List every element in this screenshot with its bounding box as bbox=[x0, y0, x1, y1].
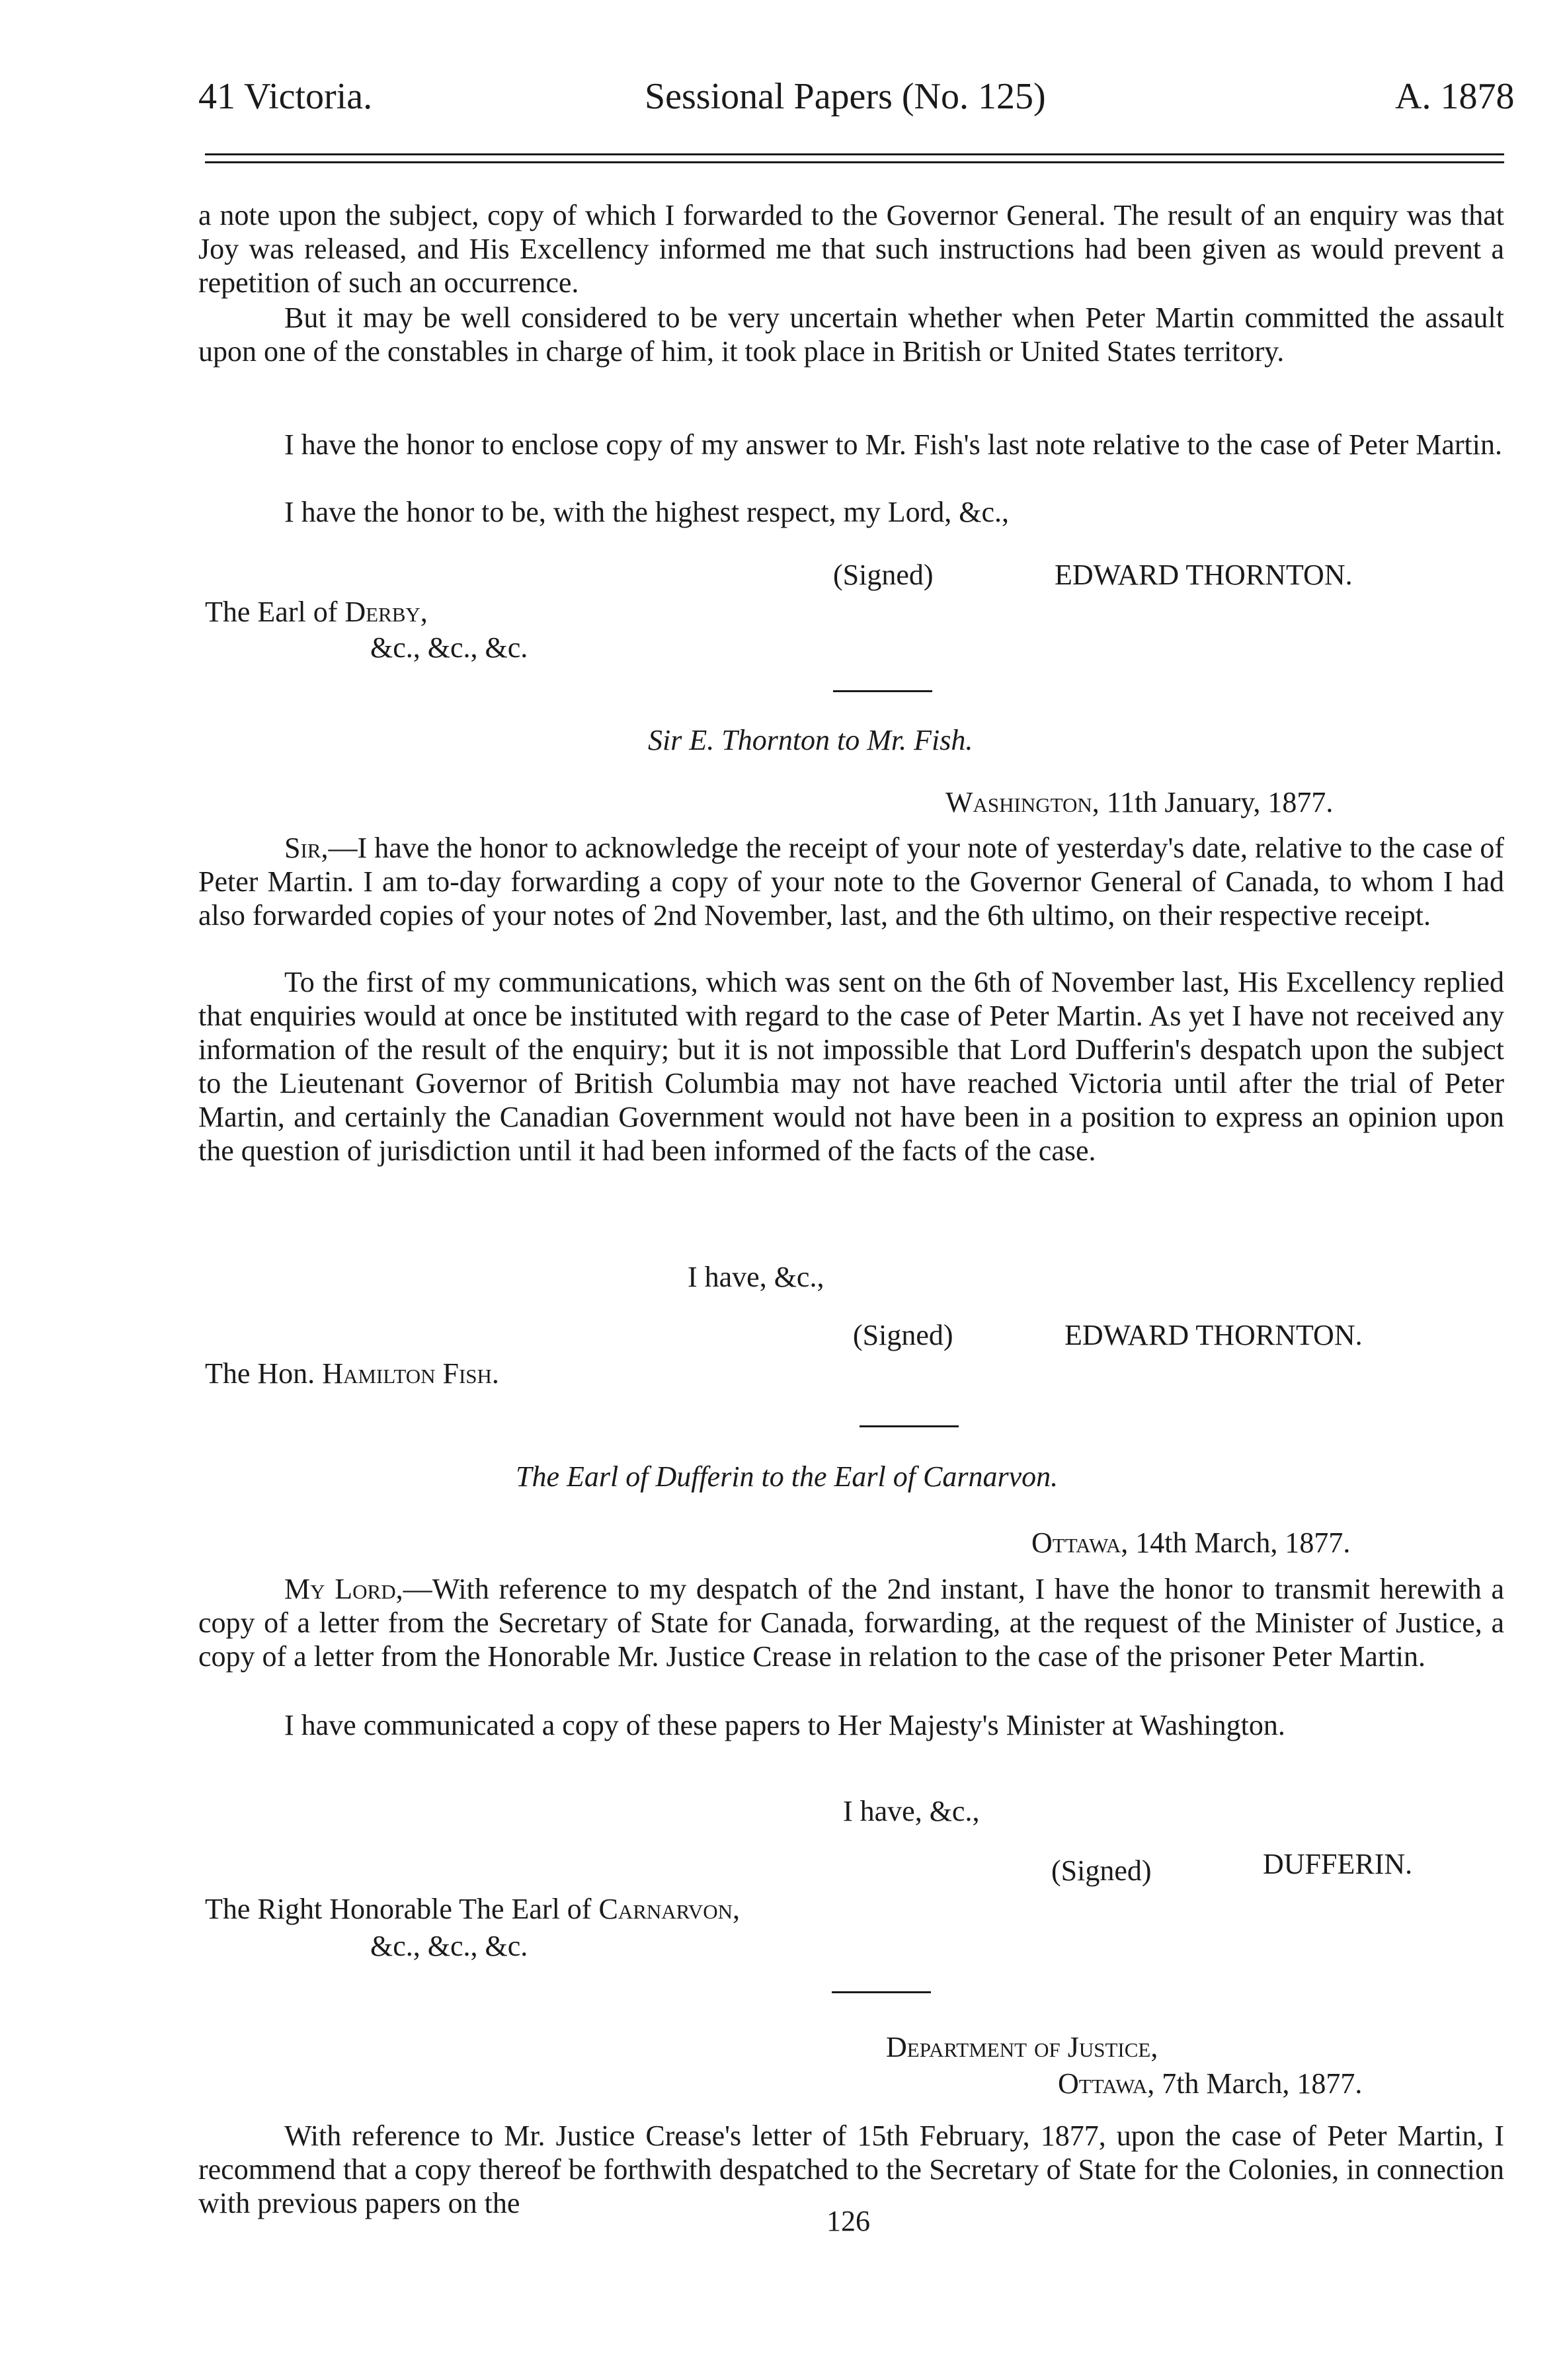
letter3-etc: &c., &c., &c. bbox=[370, 1930, 528, 1962]
letter3-title: The Earl of Dufferin to the Earl of Carnarvon. bbox=[516, 1460, 1059, 1493]
letter4-date: 7th March, 1877. bbox=[1162, 2067, 1363, 2100]
letter3-dateline bbox=[1031, 1528, 1350, 1558]
header-session: 41 Victoria. bbox=[198, 76, 373, 117]
letter2-paragraph-1 bbox=[198, 831, 1504, 932]
letter1-addressee-prefix: The Earl of bbox=[205, 596, 338, 628]
letter4-paragraph-1: With reference to Mr. Justice Crease's letter of 15th February, 1877, upon the case of Peter Martin, I recommend that a copy thereof be forthwith despatched to the Secretary of State for the Colonies, in connection with previous papers on the bbox=[198, 2120, 1504, 2219]
header-sessional-papers: Sessional Papers (No. 125) bbox=[645, 76, 1046, 117]
letter3-addressee-prefix: The Right Honorable The Earl of bbox=[205, 1893, 592, 1925]
letter3-paragraph-1-text: —With reference to my despatch of the 2nd instant, I have the honor to transmit herewith a copy of a letter from the Secretary of State for Canada, forwarding, at the request of the Minister of Justice, a copy of a letter from the Honorable Mr. Justice Crease in relation to the case of the prisoner Peter Martin. bbox=[198, 1573, 1504, 1673]
letter1-signed-label: (Signed) bbox=[833, 559, 934, 591]
letter3-salutation: My Lord, bbox=[284, 1573, 403, 1605]
letter3-date: 14th March, 1877. bbox=[1135, 1527, 1351, 1559]
letter3-addressee bbox=[205, 1895, 740, 1924]
header-year: A. 1878 bbox=[1395, 76, 1515, 117]
letter2-date: 11th January, 1877. bbox=[1106, 786, 1334, 818]
letter1-signer: EDWARD THORNTON. bbox=[1055, 559, 1353, 591]
letter2-addressee-name: Hamilton Fish. bbox=[322, 1357, 499, 1390]
letter2-place: Washington, bbox=[945, 786, 1100, 818]
letter2-closing: I have, &c., bbox=[688, 1261, 824, 1293]
letter2-dateline bbox=[945, 788, 1333, 817]
letter2-addressee-prefix: The Hon. bbox=[205, 1357, 315, 1390]
letter3-place: Ottawa, bbox=[1031, 1527, 1129, 1559]
letter2-paragraph-2: To the first of my communications, which was sent on the 6th of November last, His Excellency replied that enquiries would at once be instituted with regard to the case of Peter Martin. As yet I have not received any information of the result of the enquiry; but it is not impossible that Lord Dufferin's despatch upon the subject to the Lieutenant Governor of British Columbia may not have reached Victoria until after the trial of Peter Martin, and certainly the Canadian Government would not have been in a position to express an opinion upon the question of jurisdiction until it had been informed of the facts of the case. bbox=[198, 966, 1504, 1167]
letter4-place: Ottawa, bbox=[1058, 2067, 1155, 2100]
header-rule-bottom bbox=[205, 161, 1504, 163]
letter4-department: Department of Justice, bbox=[886, 2031, 1158, 2063]
section-divider-3 bbox=[832, 1991, 931, 1993]
letter2-paragraph-1-text: —I have the honor to acknowledge the receipt of your note of yesterday's date, relative to the case of Peter Martin. I am to-day forwarding a copy of your note to the Governor General of Canada, to whom I had also forwarded copies of your notes of 2nd November, last, and the 6th ultimo, on their respective receipt. bbox=[198, 832, 1504, 932]
letter3-closing: I have, &c., bbox=[843, 1795, 980, 1827]
letter1-paragraph-2: But it may be well considered to be very uncertain whether when Peter Martin committed the assault upon one of the constables in charge of him, it took place in British or United States territory. bbox=[198, 301, 1504, 368]
letter1-addressee-name: Derby, bbox=[344, 596, 428, 628]
letter4-dateline bbox=[1058, 2069, 1362, 2098]
letter1-paragraph-1: a note upon the subject, copy of which I forwarded to the Governor General. The result of an enquiry was that Joy was released, and His Excellency informed me that such instructions had been given as would prevent a repetition of such an occurrence. bbox=[198, 199, 1504, 299]
letter1-addressee bbox=[205, 598, 428, 627]
letter3-paragraph-2: I have communicated a copy of these papers to Her Majesty's Minister at Washington. bbox=[284, 1709, 1285, 1741]
letter1-paragraph-3: I have the honor to enclose copy of my answer to Mr. Fish's last note relative to the case of Peter Martin. bbox=[284, 428, 1503, 461]
letter2-title: Sir E. Thornton to Mr. Fish. bbox=[648, 724, 973, 756]
section-divider-1 bbox=[833, 690, 932, 692]
header-rule-top bbox=[205, 153, 1504, 155]
letter3-addressee-name: Carnarvon, bbox=[598, 1893, 741, 1925]
letter2-signer: EDWARD THORNTON. bbox=[1064, 1319, 1363, 1351]
section-divider-2 bbox=[860, 1425, 959, 1427]
page-number: 126 bbox=[826, 2205, 870, 2237]
letter1-paragraph-4: I have the honor to be, with the highest respect, my Lord, &c., bbox=[284, 496, 1010, 528]
letter2-signed-label: (Signed) bbox=[853, 1319, 953, 1351]
letter2-addressee bbox=[205, 1359, 499, 1388]
letter3-signed-label: (Signed) bbox=[1051, 1854, 1152, 1887]
letter3-paragraph-1 bbox=[198, 1572, 1504, 1673]
letter1-etc: &c., &c., &c. bbox=[370, 631, 528, 664]
letter3-signer: DUFFERIN. bbox=[1263, 1848, 1413, 1880]
letter2-salutation: Sir, bbox=[284, 832, 329, 864]
